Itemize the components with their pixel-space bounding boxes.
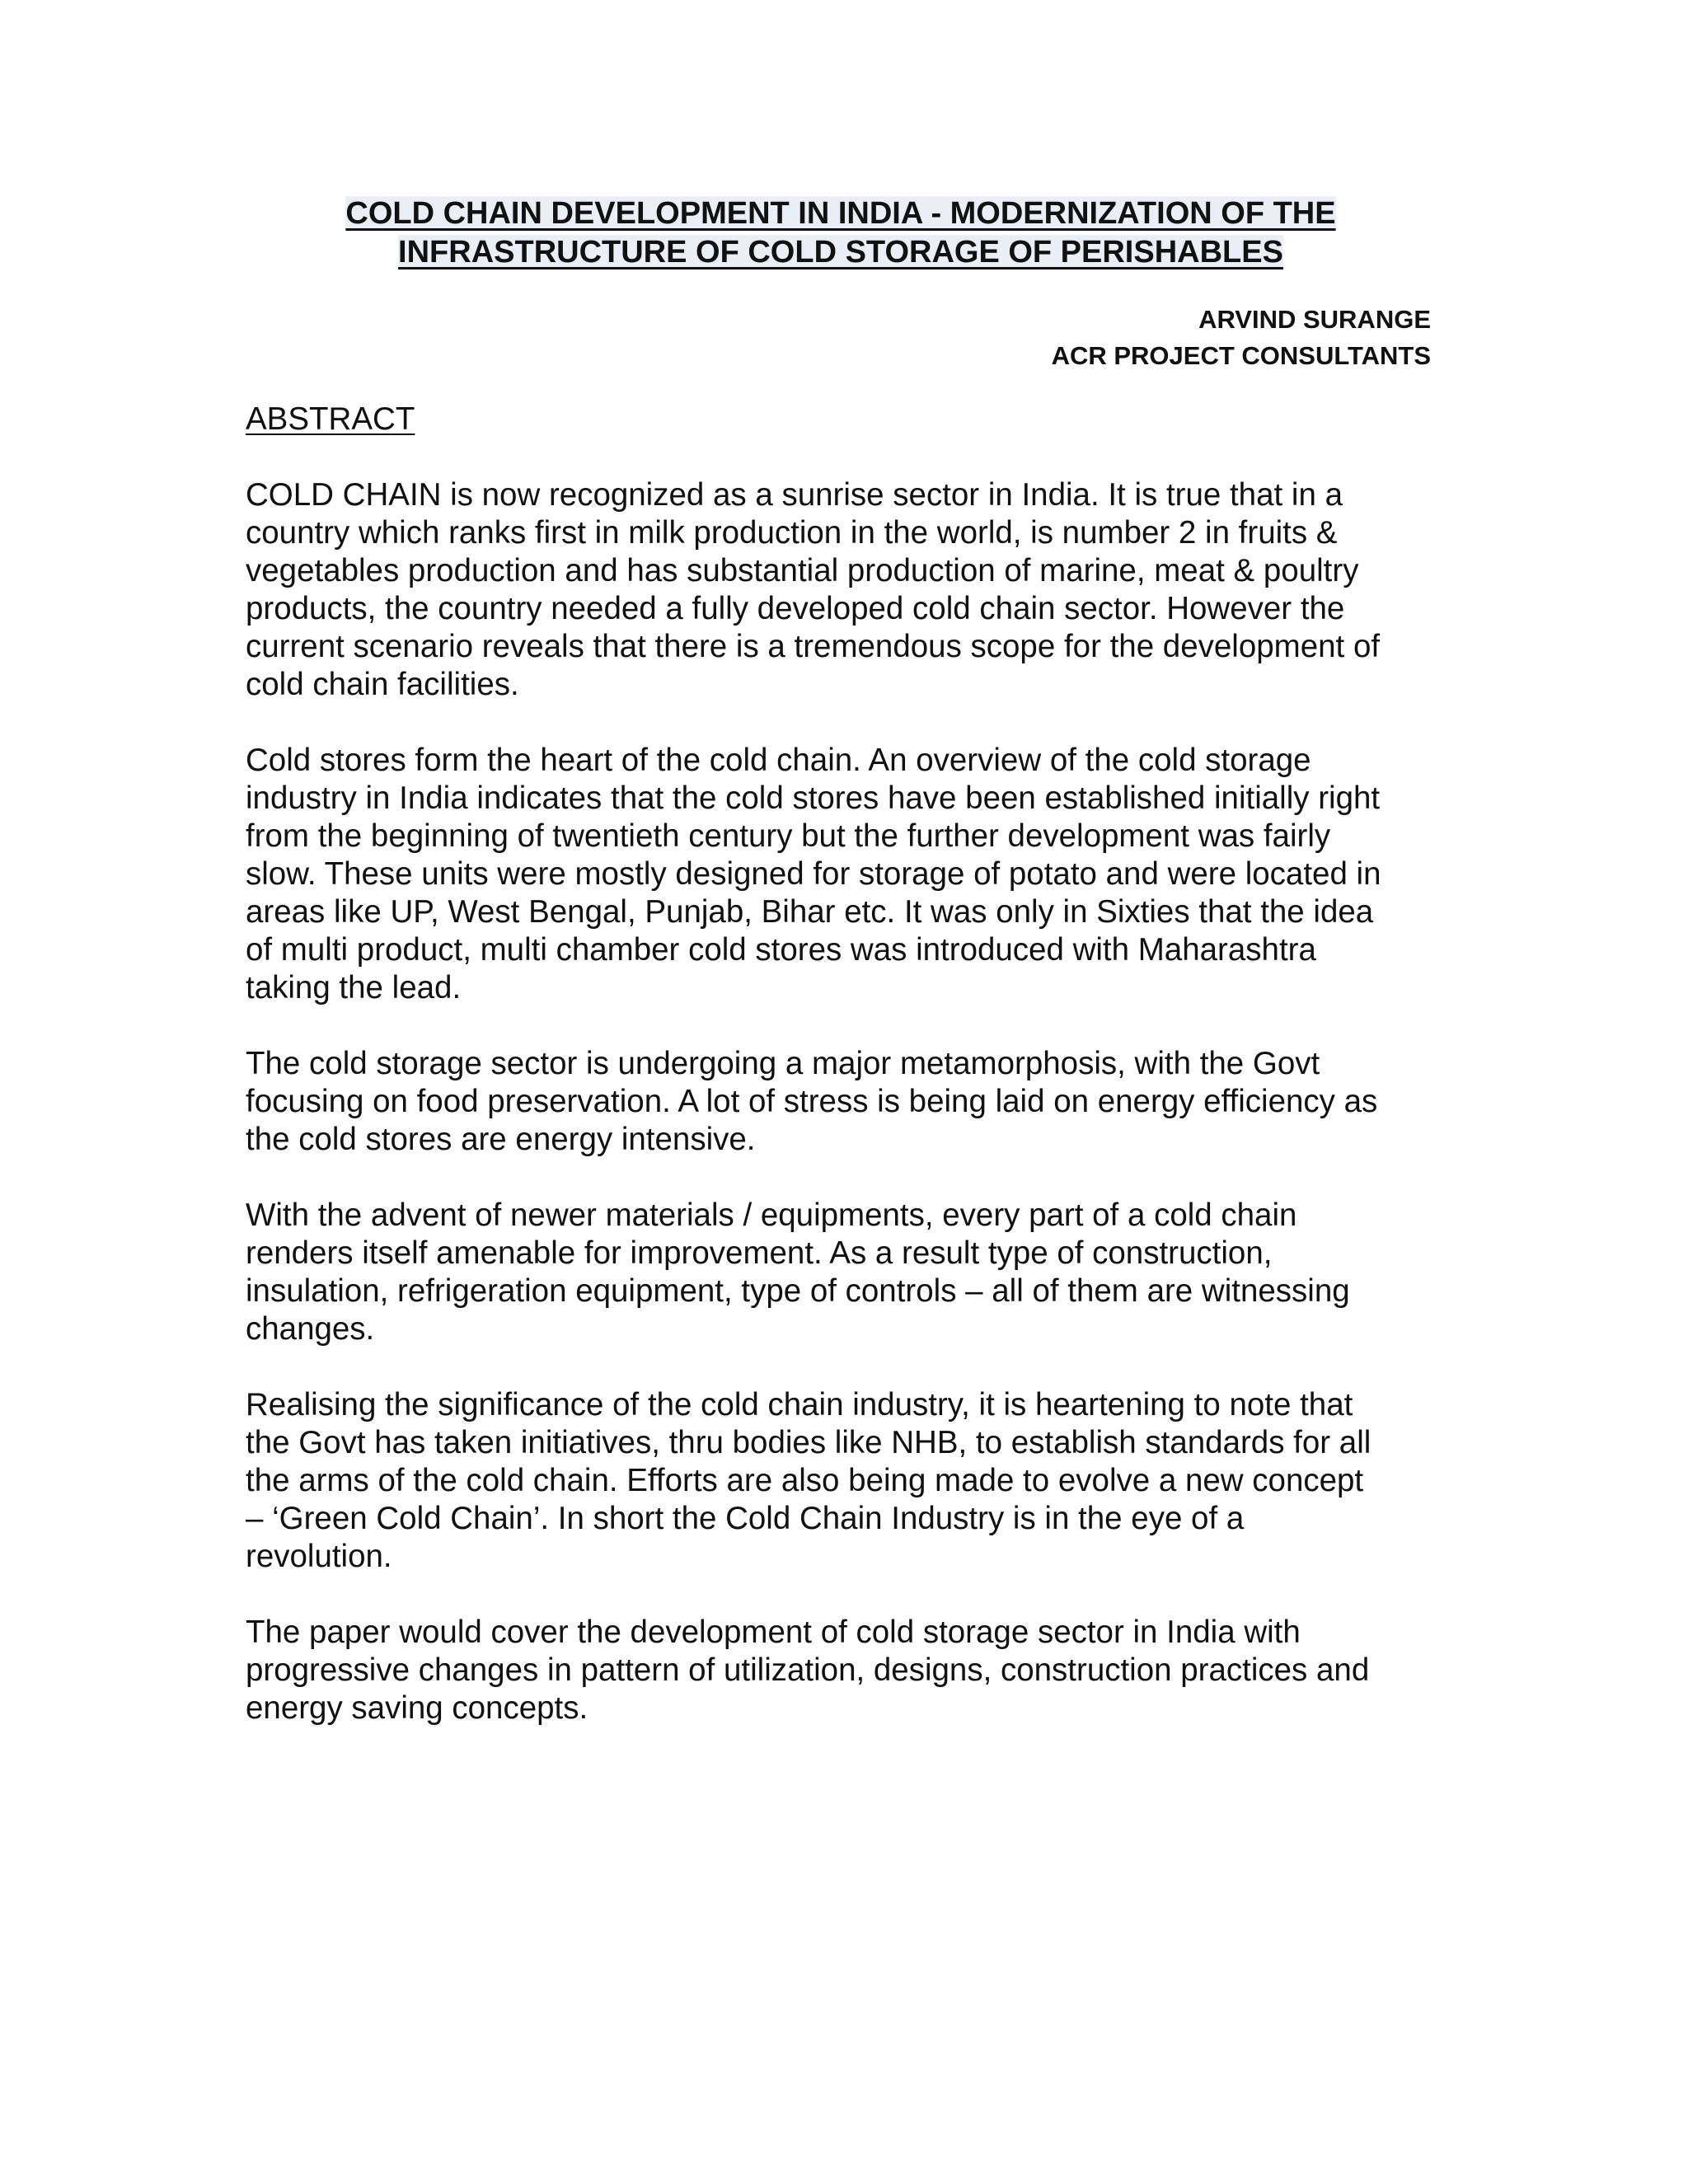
paragraph-6: [246, 1614, 1441, 1727]
author-organization: ACR PROJECT CONSULTANTS: [1051, 341, 1431, 370]
abstract-heading: ABSTRACT: [246, 401, 415, 437]
text-line: products, the country needed a fully developed cold chain sector. However the: [246, 591, 1345, 626]
text-line: The paper would cover the development of cold storage sector in India with: [246, 1615, 1301, 1650]
text-line: renders itself amenable for improvement. As a result type of construction,: [246, 1235, 1273, 1271]
text-line: the Govt has taken initiatives, thru bodies like NHB, to establish standards for all: [246, 1425, 1372, 1460]
text-line: revolution.: [246, 1539, 392, 1574]
abstract-section: [246, 401, 1441, 1765]
text-line: Cold stores form the heart of the cold chain. An overview of the cold storage: [246, 743, 1311, 778]
text-line: the cold stores are energy intensive.: [246, 1122, 756, 1157]
text-line: focusing on food preservation. A lot of stress is being laid on energy efficiency as: [246, 1084, 1378, 1119]
text-line: country which ranks first in milk production in the world, is number 2 in fruits &: [246, 515, 1338, 551]
text-line: cold chain facilities.: [246, 667, 519, 702]
text-line: taking the lead.: [246, 970, 462, 1005]
text-line: the arms of the cold chain. Efforts are also being made to evolve a new concept: [246, 1463, 1364, 1498]
document-title: [247, 194, 1434, 272]
author-name: ARVIND SURANGE: [1198, 305, 1431, 334]
text-line: from the beginning of twentieth century but the further development was fairly: [246, 818, 1331, 854]
text-line: insulation, refrigeration equipment, type of controls – all of them are witnessing: [246, 1273, 1350, 1309]
paragraph-5: [246, 1386, 1441, 1576]
text-line: COLD CHAIN is now recognized as a sunrise sector in India. It is true that in a: [246, 477, 1343, 513]
text-line: industry in India indicates that the cold stores have been established initially right: [246, 780, 1381, 816]
text-line: changes.: [246, 1311, 375, 1347]
text-line: current scenario reveals that there is a tremendous scope for the development of: [246, 629, 1381, 664]
paragraph-3: [246, 1045, 1441, 1159]
text-line: With the advent of newer materials / equipments, every part of a cold chain: [246, 1197, 1297, 1233]
text-line: of multi product, multi chamber cold stores was introduced with Maharashtra: [246, 932, 1316, 968]
text-line: areas like UP, West Bengal, Punjab, Bihar etc. It was only in Sixties that the idea: [246, 894, 1374, 930]
text-line: energy saving concepts.: [246, 1690, 588, 1726]
text-line: Realising the significance of the cold chain industry, it is heartening to note that: [246, 1387, 1353, 1422]
paragraph-2: [246, 742, 1441, 1007]
title-line-2: INFRASTRUCTURE OF COLD STORAGE OF PERISHABLES: [398, 235, 1283, 269]
paragraph-4: [246, 1197, 1441, 1348]
author-block: [1052, 302, 1431, 374]
text-line: progressive changes in pattern of utilization, designs, construction practices and: [246, 1652, 1370, 1688]
text-line: vegetables production and has substantial production of marine, meat & poultry: [246, 553, 1359, 588]
text-line: – ‘Green Cold Chain’. In short the Cold Chain Industry is in the eye of a: [246, 1501, 1245, 1536]
text-line: The cold storage sector is undergoing a major metamorphosis, with the Govt: [246, 1046, 1320, 1081]
title-line-1: COLD CHAIN DEVELOPMENT IN INDIA - MODERNIZATION OF THE: [345, 196, 1336, 231]
text-line: slow. These units were mostly designed for storage of potato and were located in: [246, 856, 1381, 892]
paragraph-1: [246, 476, 1441, 704]
